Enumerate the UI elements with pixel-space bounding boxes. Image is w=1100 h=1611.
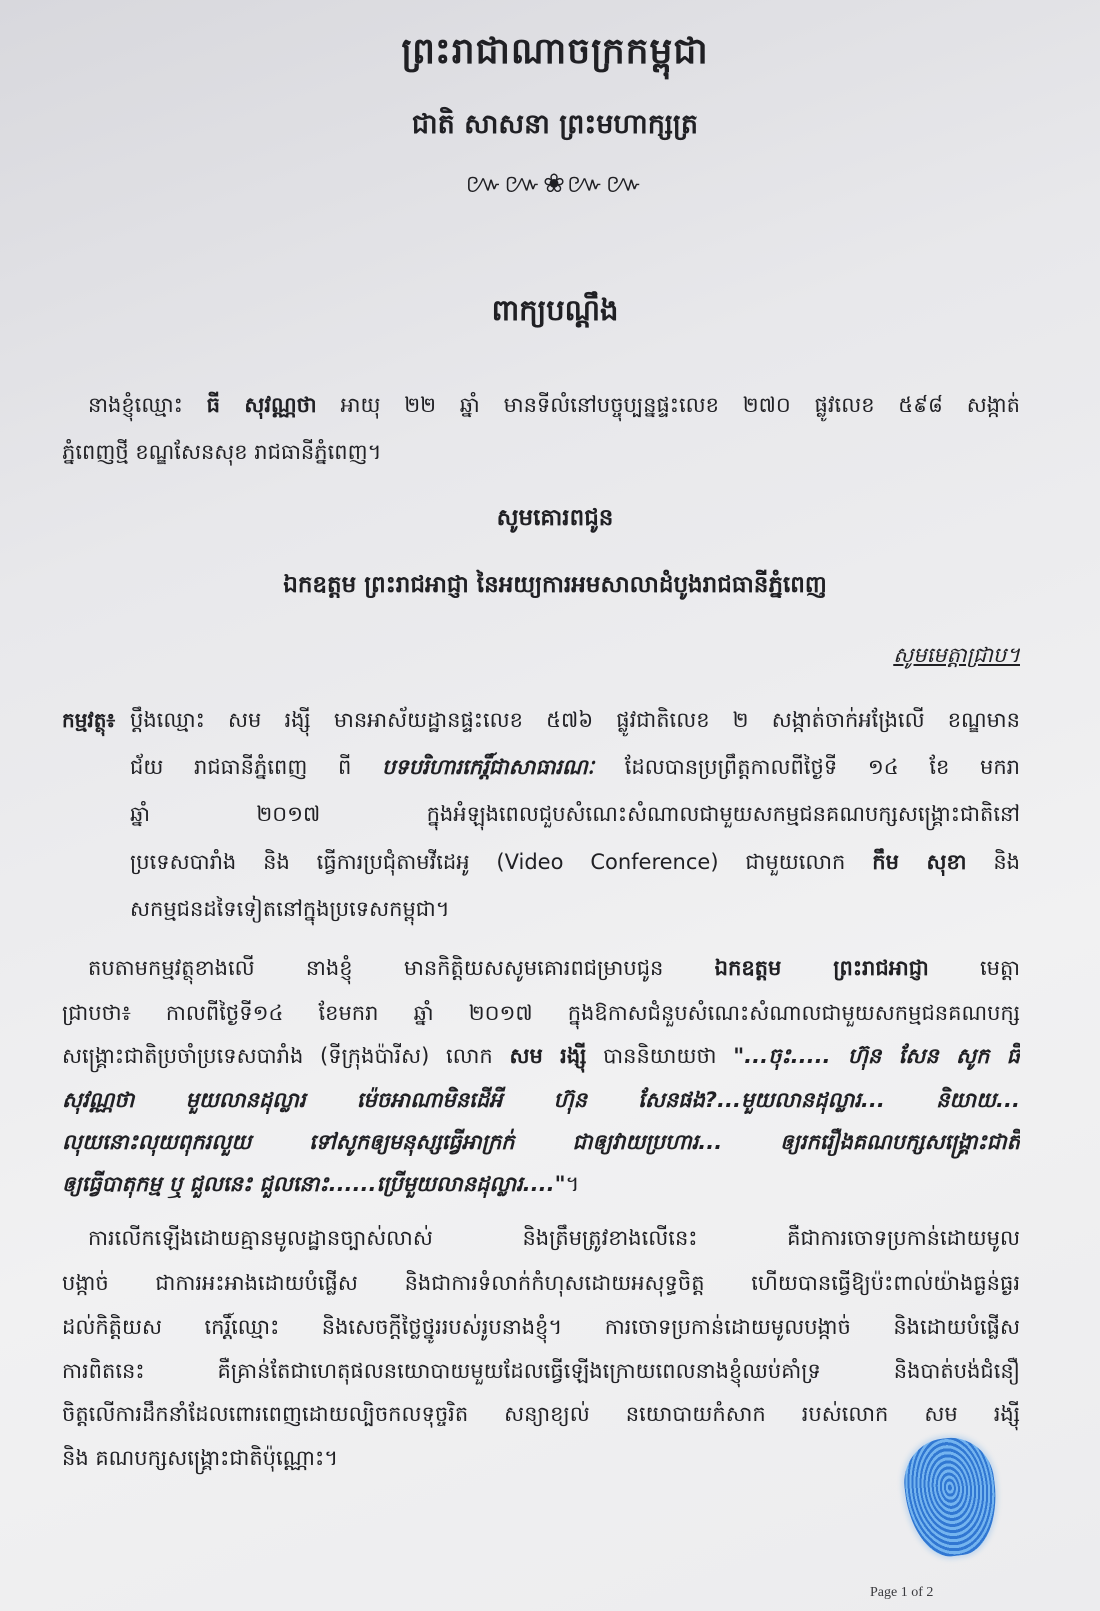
conclusion-line: [62, 1261, 1020, 1305]
statement-line: [62, 1120, 1020, 1164]
charge-name: បទបរិហារកេរ្តិ៍ជាសាធារណៈ: [382, 755, 595, 779]
text-segment: និង គណបក្សសង្គ្រោះជាតិប៉ុណ្ណោះ។: [62, 1446, 339, 1470]
salutation: សូមគោរពជូន: [496, 505, 614, 531]
text-segment: ប្រទេសបារាំង និង ធ្វើការប្រជុំតាមវីដេអូ (Video Conference) ជាមួយលោក: [130, 850, 873, 874]
quoted-speech: "...ចុះ..... ហ៊ុន សែន សូក ធី: [733, 1044, 1020, 1068]
national-motto: ជាតិ សាសនា ព្រះមហាក្សត្រ: [411, 109, 699, 140]
text-segment: និង: [966, 850, 1020, 874]
statement-line: [62, 1078, 1020, 1122]
text-segment: បង្កាច់ ជាការអះអាងដោយបំផ្លើស និងជាការទំលាក់កំហុសដោយអសុទ្ធចិត្ត ហើយបានធ្វើឱ្យប៉ះពាល់យ៉ាងធ្ងន់ធ្ងរ: [62, 1271, 1020, 1295]
subject-line: [130, 745, 1020, 789]
complainant-name: ធី សុវណ្ណថា: [206, 393, 317, 417]
ornament-divider: ៚៚❀៚៚: [465, 169, 645, 199]
intro-line: [62, 430, 1020, 474]
text-segment: បាននិយាយថា: [586, 1044, 734, 1068]
statement-line: [62, 991, 1020, 1035]
person-name: សម រង្ស៊ី: [509, 1044, 587, 1068]
text-segment: នាងខ្ញុំឈ្មោះ: [88, 393, 207, 417]
text-segment: សង្គ្រោះជាតិប្រចាំប្រទេសបារាំង (ទីក្រុងប៉ារីស) លោក: [62, 1044, 510, 1068]
subject-line: [130, 698, 1020, 742]
subject-line: [130, 887, 1020, 931]
text-segment: ឆ្នាំ ២០១៧ ក្នុងអំឡុងពេលជួបសំណេះសំណាលជាមួយសកម្មជនគណបក្សសង្គ្រោះជាតិនៅ: [130, 802, 1020, 826]
subject-line: [130, 792, 1020, 836]
subject-label: កម្មវត្ថុ៖: [62, 708, 116, 732]
request-line: សូមមេត្តាជ្រាប។: [893, 643, 1020, 667]
text-segment: សកម្មជនដទៃទៀតនៅក្នុងប្រទេសកម្ពុជា។: [130, 897, 450, 921]
statement-line: [62, 1034, 1020, 1078]
text-segment: ការលើកឡើងដោយគ្មានមូលដ្ឋានច្បាស់លាស់ និងត្រឹមត្រូវខាងលើនេះ គឺជាការចោទប្រកាន់ដោយមូល: [88, 1226, 1020, 1250]
statement-line: [62, 946, 1020, 990]
text-segment: ។: [565, 1172, 580, 1196]
statement-line: [62, 1162, 1020, 1206]
conclusion-line: [62, 1436, 1020, 1480]
conclusion-line: [62, 1349, 1020, 1393]
subject-line: [130, 840, 1020, 884]
document-title: ពាក្យបណ្តឹង: [491, 293, 619, 327]
text-segment: ជ្រាបថា៖ កាលពីថ្ងៃទី១៤ ខែមករា ឆ្នាំ ២០១៧ ក្នុងឱកាសជំនួបសំណេះសំណាលជាមួយសកម្មជនគណបក្ស: [62, 1001, 1020, 1025]
quoted-speech: លុយនោះលុយពុករលួយ ទៅសូកឲ្យមនុស្សធ្វើអាក្រក់ ជាឲ្យវាយប្រហារ... ឲ្យរករឿងគណបក្សសង្គ្រោះជាតិ: [62, 1130, 1020, 1154]
addressee-title: ឯកឧត្តម ព្រះរាជអាជ្ញា: [714, 956, 929, 980]
quoted-speech: សុវណ្ណថា មួយលានដុល្លារ ម៉េចអាណាមិនដើអី ហ៊ុន សែនផង?...មួយលានដុល្លារ... និយាយ...: [62, 1088, 1020, 1112]
text-segment: ដែលបានប្រព្រឹត្តកាលពីថ្ងៃទី ១៤ ខែ មករា: [594, 755, 1020, 779]
text-segment: មេត្តា: [928, 956, 1020, 980]
text-segment: ចិត្តលើការដឹកនាំដែលពោរពេញដោយល្បិចកលទុច្ចរិត សន្យាខ្យល់ នយោបាយកំសាក របស់លោក សម រង្ស៊ី: [62, 1402, 1020, 1426]
intro-line: [62, 383, 1020, 427]
text-segment: ជ័យ រាជធានីភ្នំពេញ ពី: [130, 755, 383, 779]
text-segment: ការពិតនេះ គឺគ្រាន់តែជាហេតុផលនយោបាយមួយដែលធ្វើឡើងក្រោយពេលនាងខ្ញុំឈប់គាំទ្រ និងបាត់បង់ជំនឿ: [62, 1359, 1020, 1383]
text-segment: តបតាមកម្មវត្ថុខាងលើ នាងខ្ញុំ មានកិត្តិយសសូមគោរពជម្រាបជូន: [88, 956, 715, 980]
page-number: Page 1 of 2: [870, 1585, 934, 1600]
text-segment: ប្តឹងឈ្មោះ សម រង្ស៊ី មានអាស័យដ្ឋានផ្ទះលេខ ៥៧៦ ផ្លូវជាតិលេខ ២ សង្កាត់ចាក់អង្រែលើ ខណ្ឌមាន: [130, 708, 1020, 732]
conclusion-line: [62, 1216, 1020, 1260]
text-segment: ភ្នំពេញថ្មី ខណ្ឌសែនសុខ រាជធានីភ្នំពេញ។: [62, 440, 382, 464]
kingdom-heading: ព្រះរាជាណាចក្រកម្ពុជា: [401, 31, 709, 72]
addressee: ឯកឧត្តម ព្រះរាជអាជ្ញា នៃអយ្យការអមសាលាដំបូងរាជធានីភ្នំពេញ: [283, 572, 827, 598]
conclusion-line: [62, 1392, 1020, 1436]
conclusion-line: [62, 1305, 1020, 1349]
person-name: កឹម សុខា: [872, 850, 967, 874]
text-segment: អាយុ ២២ ឆ្នាំ មានទីលំនៅបច្ចុប្បន្នផ្ទះលេខ ២៧០ ផ្លូវលេខ ៥៩៨ សង្កាត់: [316, 393, 1020, 417]
text-segment: ដល់កិត្តិយស កេរ្តិ៍ឈ្មោះ និងសេចក្តីថ្លៃថ្នូររបស់រូបនាងខ្ញុំ។ ការចោទប្រកាន់ដោយមូលបង្កាច់ និងដោយបំផ្លើស: [62, 1315, 1020, 1339]
quoted-speech: ឲ្យធ្វើបាតុកម្ម ឬ ជួលនេះ ជួលនោះ......ប្រើមួយលានដុល្លារ....": [62, 1172, 566, 1196]
